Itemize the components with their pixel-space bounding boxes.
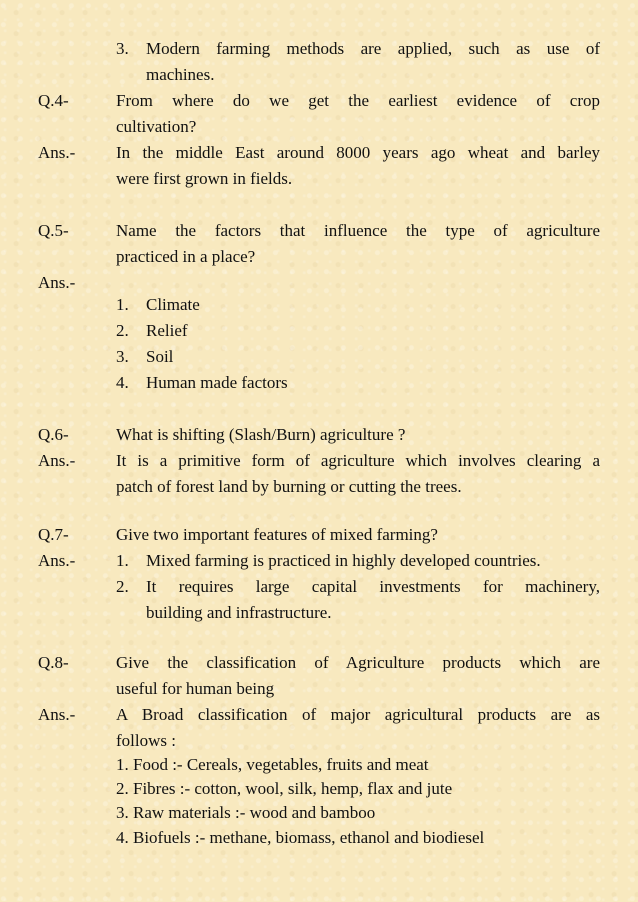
list-number: 2. bbox=[116, 321, 129, 340]
list-number: 1. bbox=[116, 295, 129, 314]
list-item bbox=[0, 776, 638, 802]
list-item bbox=[0, 344, 638, 370]
q5-question bbox=[0, 218, 638, 244]
list-text: Modern farming methods are applied, such as use of bbox=[146, 39, 600, 58]
q4-answer bbox=[0, 140, 638, 166]
list-text: 3. Raw materials :- wood and bamboo bbox=[116, 803, 376, 822]
question-label: Q.5- bbox=[38, 221, 69, 240]
q8-answer bbox=[0, 702, 638, 728]
q4-question bbox=[0, 88, 638, 114]
list-text: 1. Food :- Cereals, vegetables, fruits and meat bbox=[116, 755, 429, 774]
question-text: useful for human being bbox=[116, 679, 275, 698]
question-label: Q.4- bbox=[38, 91, 69, 110]
list-text: 4. Biofuels :- methane, biomass, ethanol and biodiesel bbox=[116, 828, 485, 847]
list-item bbox=[0, 752, 638, 778]
list-text: machines. bbox=[146, 65, 215, 84]
list-text: Soil bbox=[146, 347, 174, 366]
list-item bbox=[0, 574, 638, 600]
answer-label: Ans.- bbox=[38, 551, 76, 570]
q8-answer-cont bbox=[0, 728, 638, 754]
answer-text: In the middle East around 8000 years ago wheat and barley bbox=[116, 143, 600, 162]
answer-text: patch of forest land by burning or cutting the trees. bbox=[116, 477, 462, 496]
list-text: building and infrastructure. bbox=[146, 603, 332, 622]
question-text: What is shifting (Slash/Burn) agriculture ? bbox=[116, 425, 406, 444]
answer-label: Ans.- bbox=[38, 273, 76, 292]
q3-item-3 bbox=[0, 36, 638, 62]
list-text: Mixed farming is practiced in highly developed countries. bbox=[146, 551, 541, 570]
list-text: Climate bbox=[146, 295, 200, 314]
answer-text: A Broad classification of major agricultural products are as bbox=[116, 705, 600, 724]
answer-text: It is a primitive form of agriculture which involves clearing a bbox=[116, 451, 600, 470]
q8-question-cont bbox=[0, 676, 638, 702]
question-text: cultivation? bbox=[116, 117, 197, 136]
question-label: Q.6- bbox=[38, 425, 69, 444]
list-text: Relief bbox=[146, 321, 188, 340]
q6-answer bbox=[0, 448, 638, 474]
q4-answer-cont bbox=[0, 166, 638, 192]
q5-question-cont bbox=[0, 244, 638, 270]
list-number: 1. bbox=[116, 551, 129, 570]
question-text: practiced in a place? bbox=[116, 247, 256, 266]
list-number: 4. bbox=[116, 373, 129, 392]
q3-item-3-cont bbox=[0, 62, 638, 88]
list-text: Human made factors bbox=[146, 373, 288, 392]
question-label: Q.8- bbox=[38, 653, 69, 672]
question-text: From where do we get the earliest evidence of crop bbox=[116, 91, 600, 110]
list-number: 3. bbox=[116, 347, 129, 366]
list-item bbox=[0, 318, 638, 344]
list-item bbox=[0, 292, 638, 318]
answer-label: Ans.- bbox=[38, 143, 76, 162]
answer-label: Ans.- bbox=[38, 451, 76, 470]
list-item bbox=[0, 370, 638, 396]
list-number: 3. bbox=[116, 39, 129, 58]
answer-label: Ans.- bbox=[38, 705, 76, 724]
question-text: Name the factors that influence the type of agriculture bbox=[116, 221, 600, 240]
q7-answer bbox=[0, 548, 638, 574]
q6-answer-cont bbox=[0, 474, 638, 500]
list-text: 2. Fibres :- cotton, wool, silk, hemp, flax and jute bbox=[116, 779, 453, 798]
q6-question bbox=[0, 422, 638, 448]
list-item bbox=[0, 825, 638, 851]
q7-question bbox=[0, 522, 638, 548]
answer-text: follows : bbox=[116, 731, 176, 750]
list-text: It requires large capital investments for machinery, bbox=[146, 577, 600, 596]
list-item-cont bbox=[0, 600, 638, 626]
answer-text: were first grown in fields. bbox=[116, 169, 293, 188]
q8-question bbox=[0, 650, 638, 676]
question-text: Give two important features of mixed farming? bbox=[116, 525, 438, 544]
question-label: Q.7- bbox=[38, 525, 69, 544]
q4-question-cont bbox=[0, 114, 638, 140]
list-item bbox=[0, 800, 638, 826]
list-number: 2. bbox=[116, 577, 129, 596]
question-text: Give the classification of Agriculture products which are bbox=[116, 653, 600, 672]
